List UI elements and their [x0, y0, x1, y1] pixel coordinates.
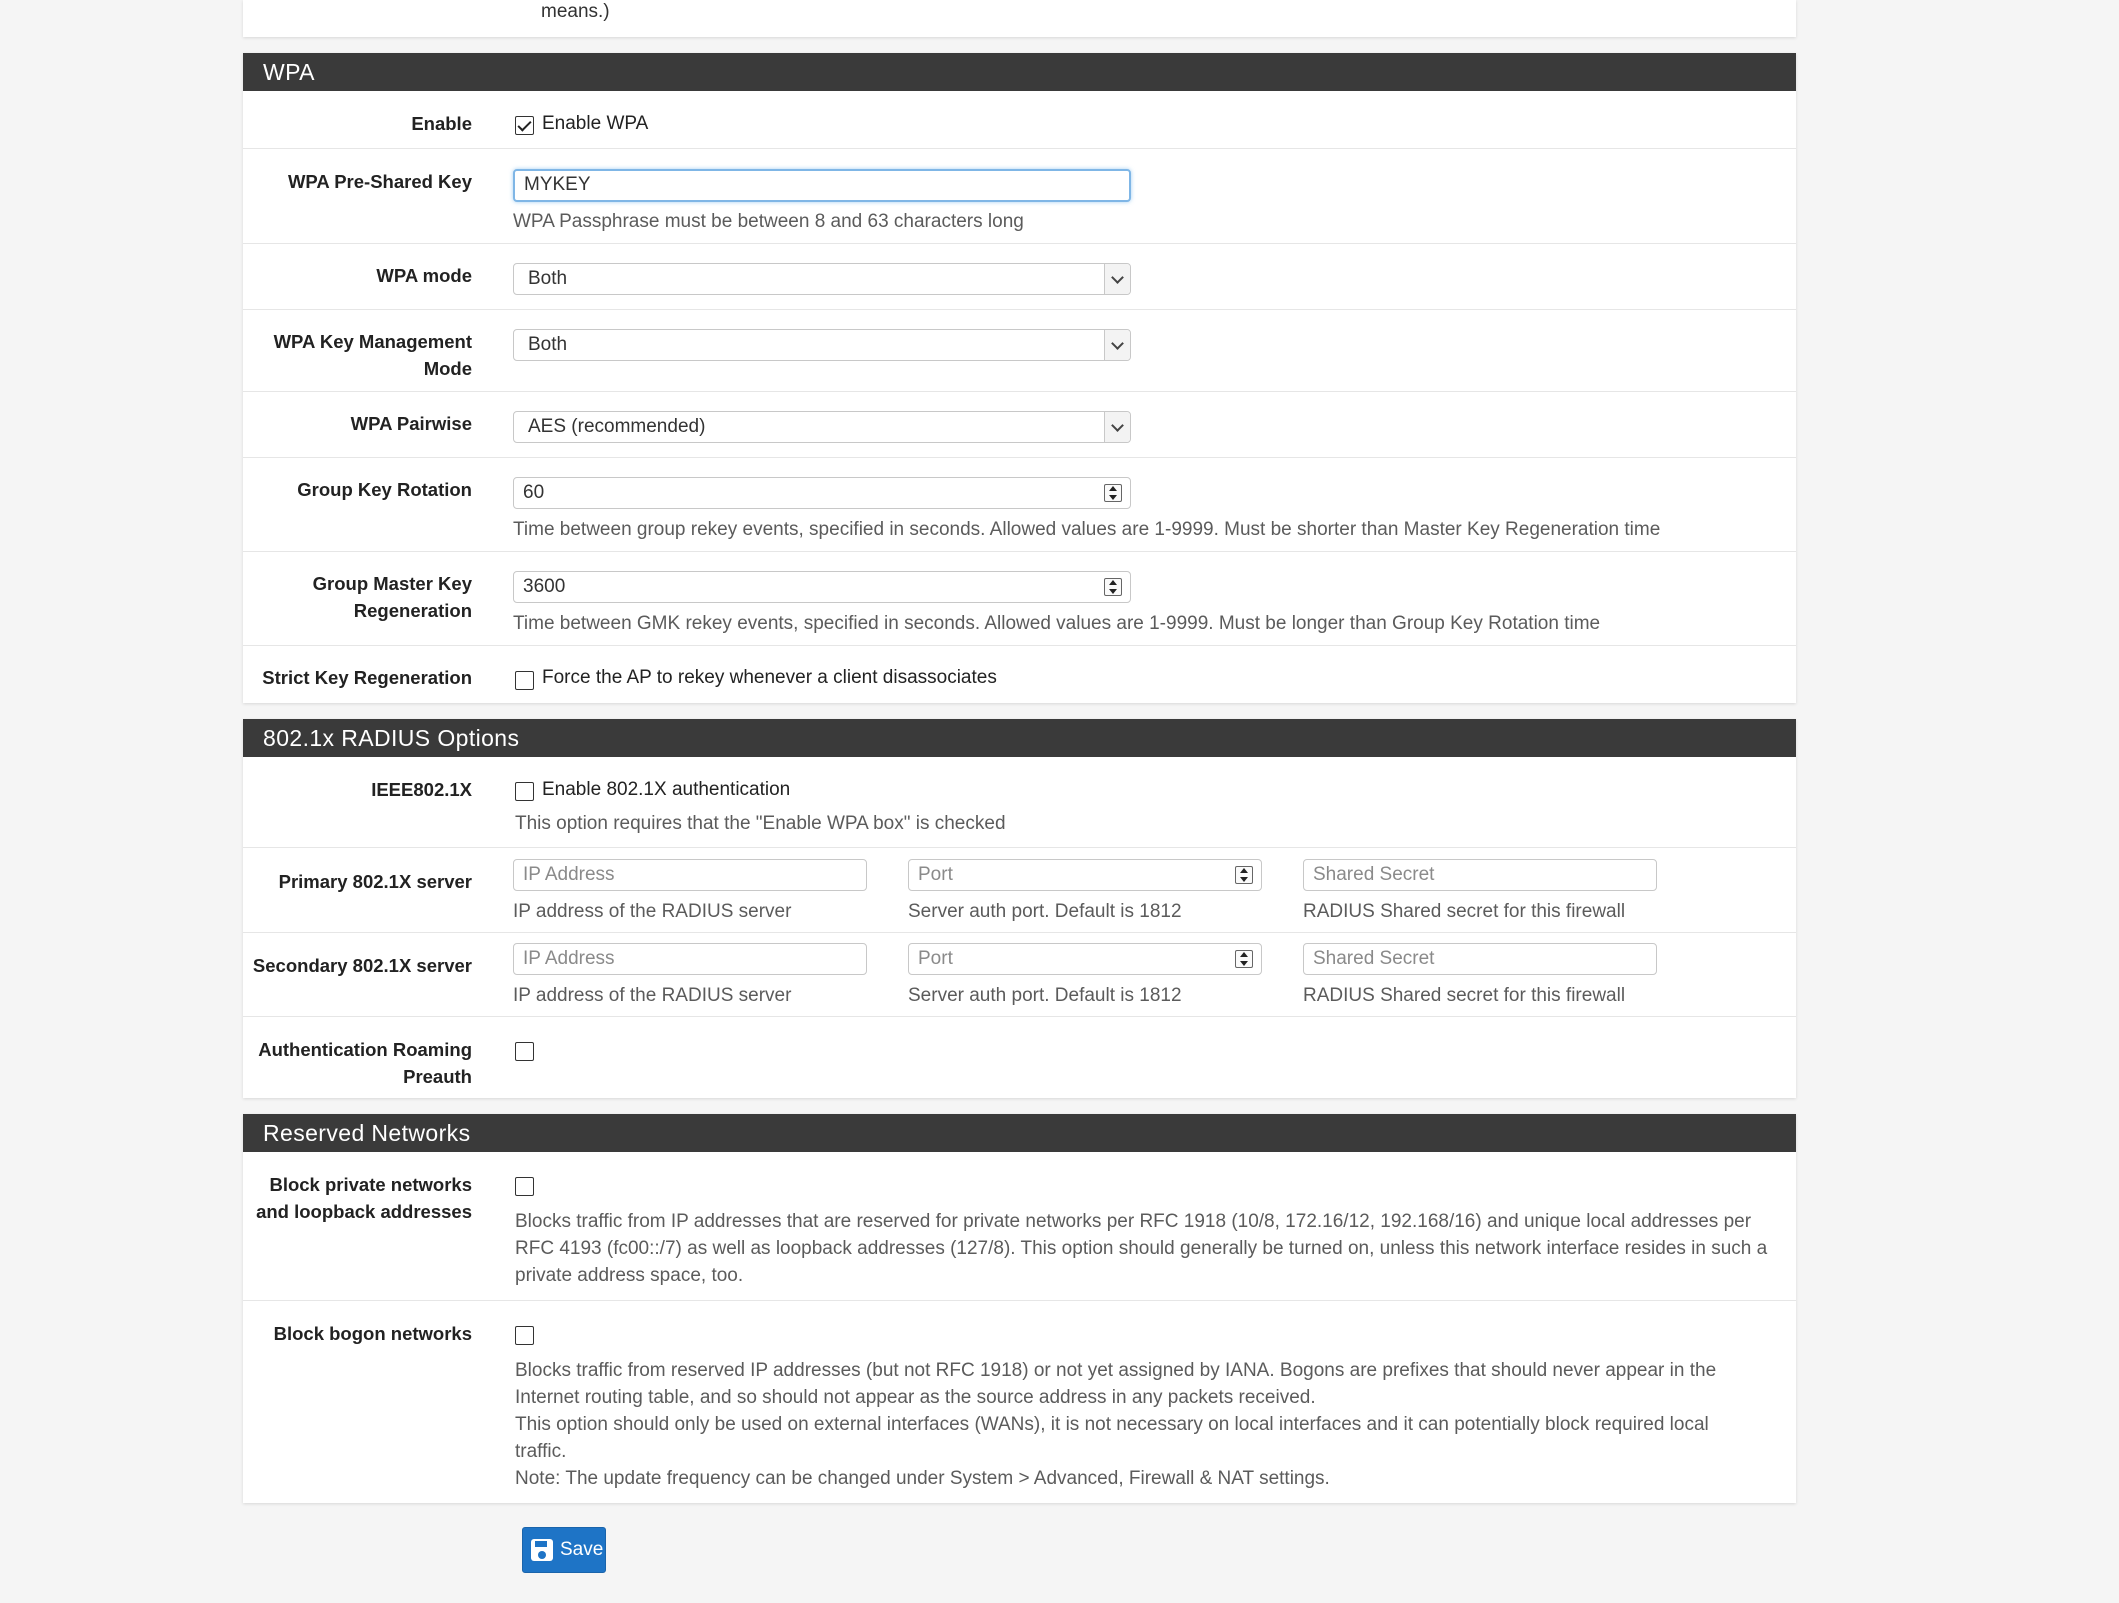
primary-port-help: Server auth port. Default is 1812: [908, 901, 1182, 922]
wpa-heading: WPA: [243, 53, 1796, 91]
save-button[interactable]: [522, 1527, 606, 1573]
block-bogon-help-2: This option should only be used on external interfaces (WANs), it is not necessary on local interfaces and it can potentially block required local traffic.: [515, 1414, 1709, 1462]
wpa-mode-label: WPA mode: [376, 265, 472, 286]
divider: [243, 645, 1796, 646]
gmk-regen-input[interactable]: [513, 571, 1131, 603]
primary-server-label: Primary 802.1X server: [278, 871, 472, 892]
ieee-checkbox-label[interactable]: Enable 802.1X authentication: [542, 779, 791, 800]
reserved-heading: Reserved Networks: [243, 1114, 1796, 1152]
ieee-label: IEEE802.1X: [371, 779, 472, 800]
chevron-down-icon: [1104, 330, 1130, 360]
divider: [243, 243, 1796, 244]
strict-rekey-checkbox-label[interactable]: Force the AP to rekey whenever a client disassociates: [542, 667, 997, 688]
ieee-checkbox[interactable]: [515, 782, 534, 801]
block-bogon-help-3: Note: The update frequency can be changed under System > Advanced, Firewall & NAT settings.: [515, 1468, 1330, 1489]
primary-port-input[interactable]: [908, 859, 1262, 891]
divider: [243, 309, 1796, 310]
wpa-enable-label: Enable: [411, 113, 472, 134]
group-key-rotation-input[interactable]: [513, 477, 1131, 509]
secondary-secret-help: RADIUS Shared secret for this firewall: [1303, 985, 1626, 1006]
wpa-key-mgmt-label-line2: Mode: [423, 358, 472, 379]
primary-port-placeholder: Port: [918, 864, 953, 885]
spinner-icon[interactable]: [1104, 578, 1122, 596]
wpa-psk-help: WPA Passphrase must be between 8 and 63 characters long: [513, 211, 1024, 232]
block-private-label-line1: Block private networks: [269, 1174, 472, 1195]
secondary-port-input[interactable]: [908, 943, 1262, 975]
radius-heading: 802.1x RADIUS Options: [243, 719, 1796, 757]
gmk-regen-label: [232, 570, 472, 624]
group-key-rotation-label: Group Key Rotation: [297, 479, 472, 500]
wpa-psk-label: WPA Pre-Shared Key: [287, 171, 472, 192]
spinner-icon[interactable]: [1235, 866, 1253, 884]
group-key-rotation-help: Time between group rekey events, specified in seconds. Allowed values are 1-9999. Must be shorter than Master Key Regeneration time: [513, 519, 1661, 540]
gmk-regen-label-line2: Regeneration: [353, 600, 472, 621]
secondary-server-label: Secondary 802.1X server: [252, 955, 472, 976]
secondary-port-help: Server auth port. Default is 1812: [908, 985, 1182, 1006]
primary-secret-input[interactable]: Shared Secret: [1303, 859, 1657, 891]
chevron-down-icon: [1104, 264, 1130, 294]
roaming-label-line1: Authentication Roaming: [258, 1039, 472, 1060]
divider: [243, 457, 1796, 458]
wpa-key-mgmt-value: Both: [528, 334, 568, 355]
divider: [243, 1016, 1796, 1017]
strict-rekey-checkbox[interactable]: [515, 671, 534, 690]
group-key-rotation-value: 60: [523, 482, 545, 503]
wpa-pairwise-value: AES (recommended): [528, 416, 706, 437]
gmk-regen-help: Time between GMK rekey events, specified in seconds. Allowed values are 1-9999. Must be longer than Group Key Rotation time: [513, 613, 1601, 634]
gmk-regen-value: 3600: [523, 576, 566, 597]
block-bogon-label: Block bogon networks: [273, 1323, 472, 1344]
wpa-psk-input[interactable]: MYKEY: [513, 169, 1131, 202]
floppy-disk-icon: [531, 1539, 553, 1561]
block-bogon-help-1: Blocks traffic from reserved IP addresses (but not RFC 1918) or not yet assigned by IANA. Bogons are prefixes that should never appear in the Internet routing table, and so should not appear as the source address in any packets received.: [515, 1360, 1717, 1408]
secondary-port-placeholder: Port: [918, 948, 953, 969]
wpa-pairwise-select[interactable]: [513, 411, 1131, 443]
roaming-checkbox[interactable]: [515, 1042, 534, 1061]
strict-rekey-label: Strict Key Regeneration: [262, 667, 472, 688]
secondary-ip-help: IP address of the RADIUS server: [513, 985, 792, 1006]
wpa-enable-checkbox-label[interactable]: Enable WPA: [542, 113, 649, 134]
save-button-label: Save: [560, 1539, 604, 1560]
divider: [243, 148, 1796, 149]
divider: [243, 551, 1796, 552]
roaming-label: [182, 1036, 472, 1090]
chevron-down-icon: [1104, 412, 1130, 442]
secondary-ip-input[interactable]: IP Address: [513, 943, 867, 975]
divider: [243, 1300, 1796, 1301]
wpa-enable-checkbox[interactable]: [515, 116, 534, 135]
wpa-mode-select[interactable]: [513, 263, 1131, 295]
wpa-pairwise-label: WPA Pairwise: [350, 413, 472, 434]
previous-help-fragment: means.): [541, 1, 610, 22]
ieee-help: This option requires that the "Enable WPA box" is checked: [515, 813, 1006, 834]
block-bogon-checkbox[interactable]: [515, 1326, 534, 1345]
primary-ip-input[interactable]: IP Address: [513, 859, 867, 891]
block-private-label-line2: and loopback addresses: [256, 1201, 472, 1222]
secondary-secret-input[interactable]: Shared Secret: [1303, 943, 1657, 975]
block-private-checkbox[interactable]: [515, 1177, 534, 1196]
roaming-label-line2: Preauth: [403, 1066, 472, 1087]
block-private-help: Blocks traffic from IP addresses that are reserved for private networks per RFC 1918 (10/8, 172.16/12, 192.168/16) and unique local addresses per RFC 4193 (fc00::/7) as well as loopback addresses (127/8). This option should generally be turned on, unless this network interface resides in such a private address space, too.: [515, 1211, 1768, 1286]
primary-secret-help: RADIUS Shared secret for this firewall: [1303, 901, 1626, 922]
divider: [243, 847, 1796, 848]
wpa-mode-value: Both: [528, 268, 568, 289]
wpa-key-mgmt-select[interactable]: [513, 329, 1131, 361]
spinner-icon[interactable]: [1235, 950, 1253, 968]
divider: [243, 391, 1796, 392]
primary-ip-help: IP address of the RADIUS server: [513, 901, 792, 922]
divider: [243, 932, 1796, 933]
wpa-key-mgmt-label-line1: WPA Key Management: [273, 331, 472, 352]
block-private-label: [182, 1171, 472, 1225]
wpa-key-mgmt-label: [232, 328, 472, 382]
spinner-icon[interactable]: [1104, 484, 1122, 502]
gmk-regen-label-line1: Group Master Key: [312, 573, 472, 594]
